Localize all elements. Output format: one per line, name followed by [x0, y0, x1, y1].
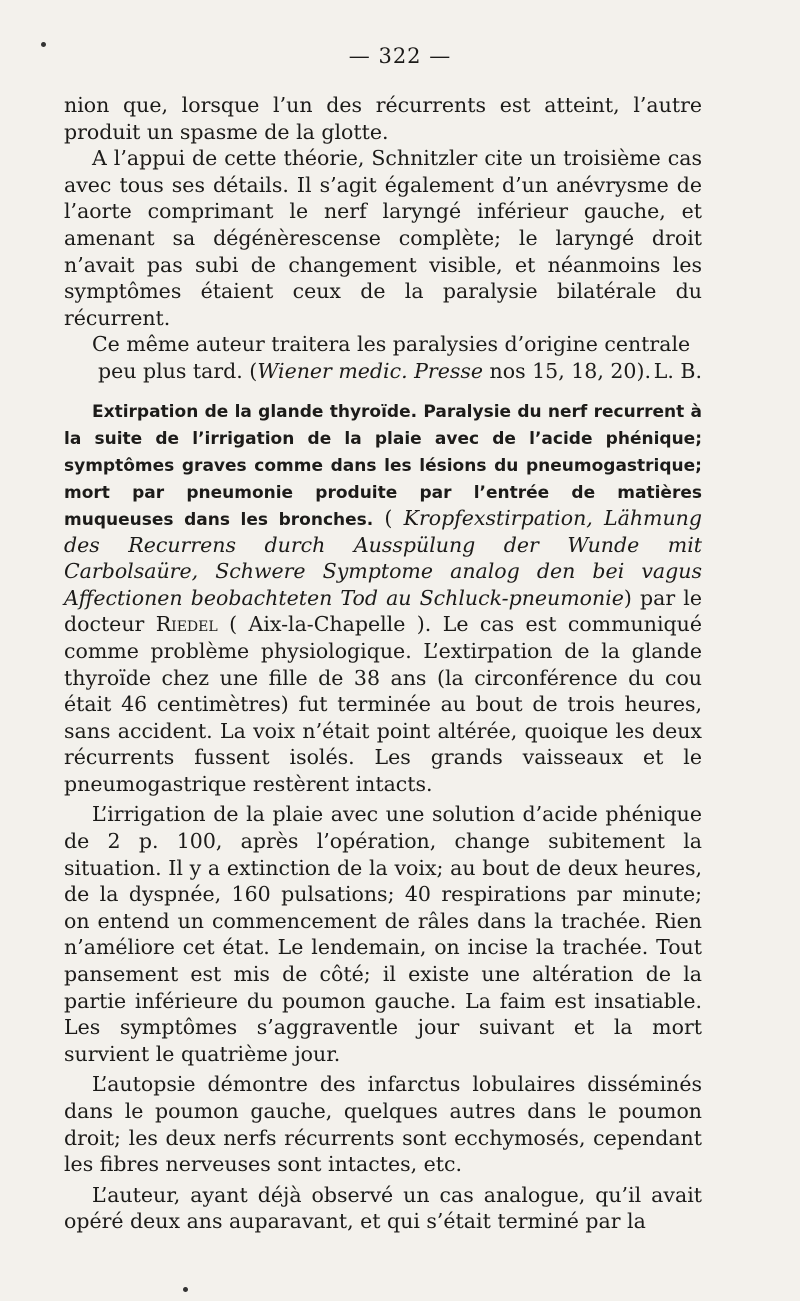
paragraph-2: A l’appui de cette théorie, Schnitzler cite un troisième cas avec tous ses détails. Il s’agit également d’un anévrysme de l’aorte comprimant le nerf laryngé inférieur gauche, et amenant sa dégénèrescense complète; le laryngé droit n’avait pas subi de changement visible, et néanmoins les symptômes étaient ceux de la paralysie bilatérale du récurrent.: [64, 146, 702, 330]
paragraph-3-line-1: Ce même auteur traitera les paralysies d’origine centrale: [92, 332, 691, 357]
page-number: — 322 —: [348, 44, 452, 68]
paragraph-6: L’autopsie démontre des infarctus lobulaires disséminés dans le poumon gauche, quelques autres dans le poumon droit; les deux nerfs récurrents sont ecchymosés, cependant les fibres nerveuses sont intactes, etc.: [64, 1072, 702, 1177]
paragraph-3: [64, 331, 702, 358]
issue-numbers: nos 15, 18, 20).: [483, 358, 651, 383]
by-author: ) par le docteur: [64, 585, 702, 637]
paragraph-5: L’irrigation de la plaie avec une solution d’acide phénique de 2 p. 100, après l’opération, change subitement la situation. Il y a extinction de la voix; au bout de deux heures, de la dyspnée, 160 pulsations; 40 respirations par minute; on entend un commencement de râles dans la trachée. Rien n’améliore cet état. Le lendemain, on incise la trachée. Tout pansement est mis de côté; il existe une altération de la partie inférieure du poumon gauche. La faim est insatiable. Les symptômes s’aggraventle jour suivant et la mort survient le quatrième jour.: [64, 802, 702, 1066]
paragraph-1: nion que, lorsque l’un des récurrents est atteint, l’autre produit un spasme de la glotte.: [64, 93, 702, 144]
paragraph-4: [64, 397, 702, 798]
case-description: ( Aix-la-Chapelle ). Le cas est communiqué comme problème physiologique. L’extirpation de la glande thyroïde chez une fille de 38 ans (la circonférence du cou était 46 centimètres) fut terminée au bout de trois heures, sans accident. La voix n’était point altérée, quoique les deux récurrents fussent isolés. Les grands vaisseaux et le pneumogastrique restèrent intacts.: [64, 612, 702, 796]
author-name: Riedel: [155, 612, 218, 637]
paragraph-7: L’auteur, ayant déjà observé un cas analogue, qu’il avait opéré deux ans auparavant, et qui s’était terminé par la: [64, 1182, 702, 1234]
speck-mark: [183, 1287, 188, 1292]
citation-open: peu plus tard. (: [98, 358, 258, 383]
article-title: Extirpation de la glande thyroïde. Paralysie du nerf recurrent à la suite de l’irrigation de la plaie avec de l’acide phénique; symptômes graves comme dans les lésions du pneumogastrique; mort par pneumonie produite par l’entrée de matières muqueuses dans les bronches.: [64, 401, 702, 530]
signature: L. B.: [653, 358, 702, 383]
paren-open: (: [373, 505, 404, 530]
german-title: Kropfexstirpation, Lähmung des Recurrens durch Ausspülung der Wunde mit Carbolsaüre, Schwere Symptome analog den bei vagus Affectionen beobachteten Tod au Schluck-pneumonie: [64, 505, 702, 610]
paragraph-3-line-2: [64, 358, 702, 385]
journal-title: Wiener medic. Presse: [257, 358, 484, 383]
body-text: [64, 92, 702, 1235]
citation: [98, 358, 651, 385]
